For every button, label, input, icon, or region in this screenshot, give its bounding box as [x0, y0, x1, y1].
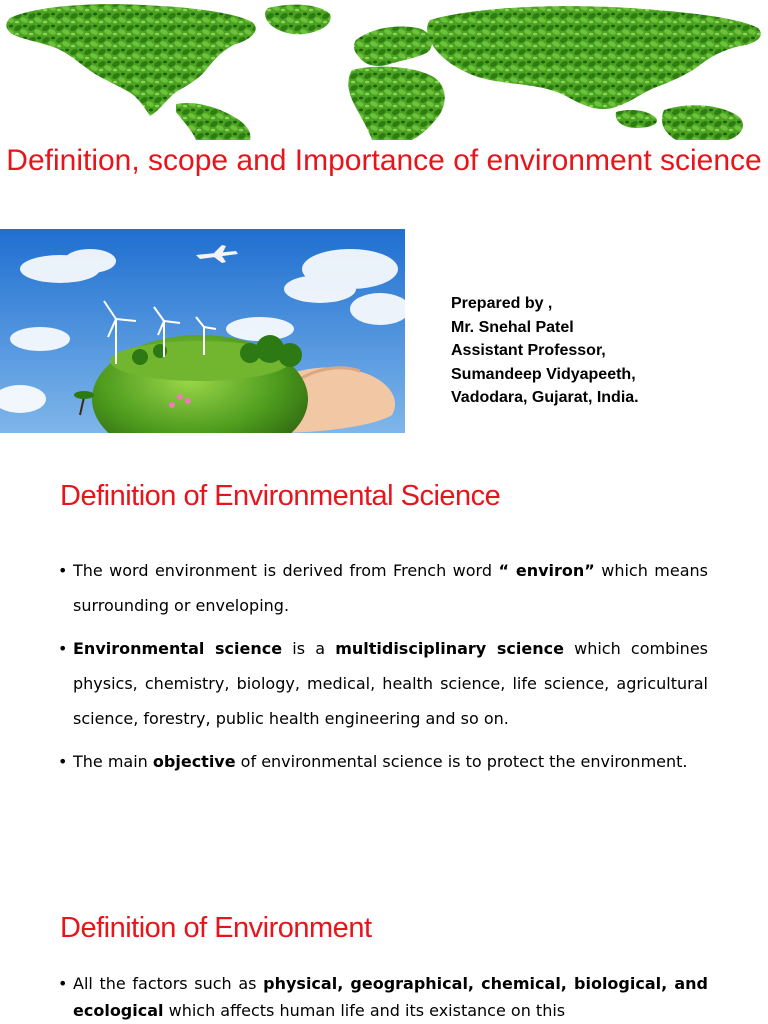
presenter-line-institution: Sumandeep Vidyapeeth, [451, 365, 636, 383]
presenter-line-name: Mr. Snehal Patel [451, 318, 574, 336]
bold-text: Environmental science [73, 639, 283, 658]
text-run: which affects human life and its existance on this [163, 1001, 566, 1020]
section-title: Definition of Environmental Science [60, 480, 501, 512]
text-run: is a [282, 639, 336, 658]
bullet-item [58, 553, 708, 623]
text-run: which means surrounding or enveloping. [73, 561, 708, 615]
presenter-line-position: Assistant Professor, [451, 342, 606, 359]
bullet-item [58, 970, 708, 1024]
bullet-list [58, 970, 708, 1024]
bullet-list [58, 553, 708, 787]
text-run: which combines physics, chemistry, biology, medical, health science, life science, agricultural science, forestry, public health engineering and so on. [73, 639, 708, 728]
bold-text: physical, geographical, chemical, biological, and ecological [73, 974, 708, 1020]
slide-title [0, 0, 768, 440]
slide-definition-environment [0, 864, 768, 1024]
presenter-info [451, 292, 639, 410]
leafy-world-map-image [0, 0, 768, 140]
bold-text: “ environ” [498, 561, 595, 580]
bullet-item [58, 631, 708, 736]
earth-in-hand-image [0, 229, 405, 433]
text-run: of environmental science is to protect the environment. [235, 752, 688, 771]
bold-text: multidisciplinary science [335, 639, 564, 658]
section-title: Definition of Environment [60, 912, 372, 944]
text-run: All the factors such as [73, 974, 264, 993]
presenter-line-prepared-by: Prepared by , [451, 295, 553, 312]
text-run: The word environment is derived from French word [73, 561, 499, 580]
slide-definition-environmental-science [0, 440, 768, 864]
bullet-item [58, 744, 708, 779]
bold-text: objective [152, 752, 236, 771]
text-run: The main [73, 752, 153, 771]
presentation-title: Definition, scope and Importance of environment science [6, 144, 762, 177]
presenter-line-location: Vadodara, Gujarat, India. [451, 389, 639, 406]
